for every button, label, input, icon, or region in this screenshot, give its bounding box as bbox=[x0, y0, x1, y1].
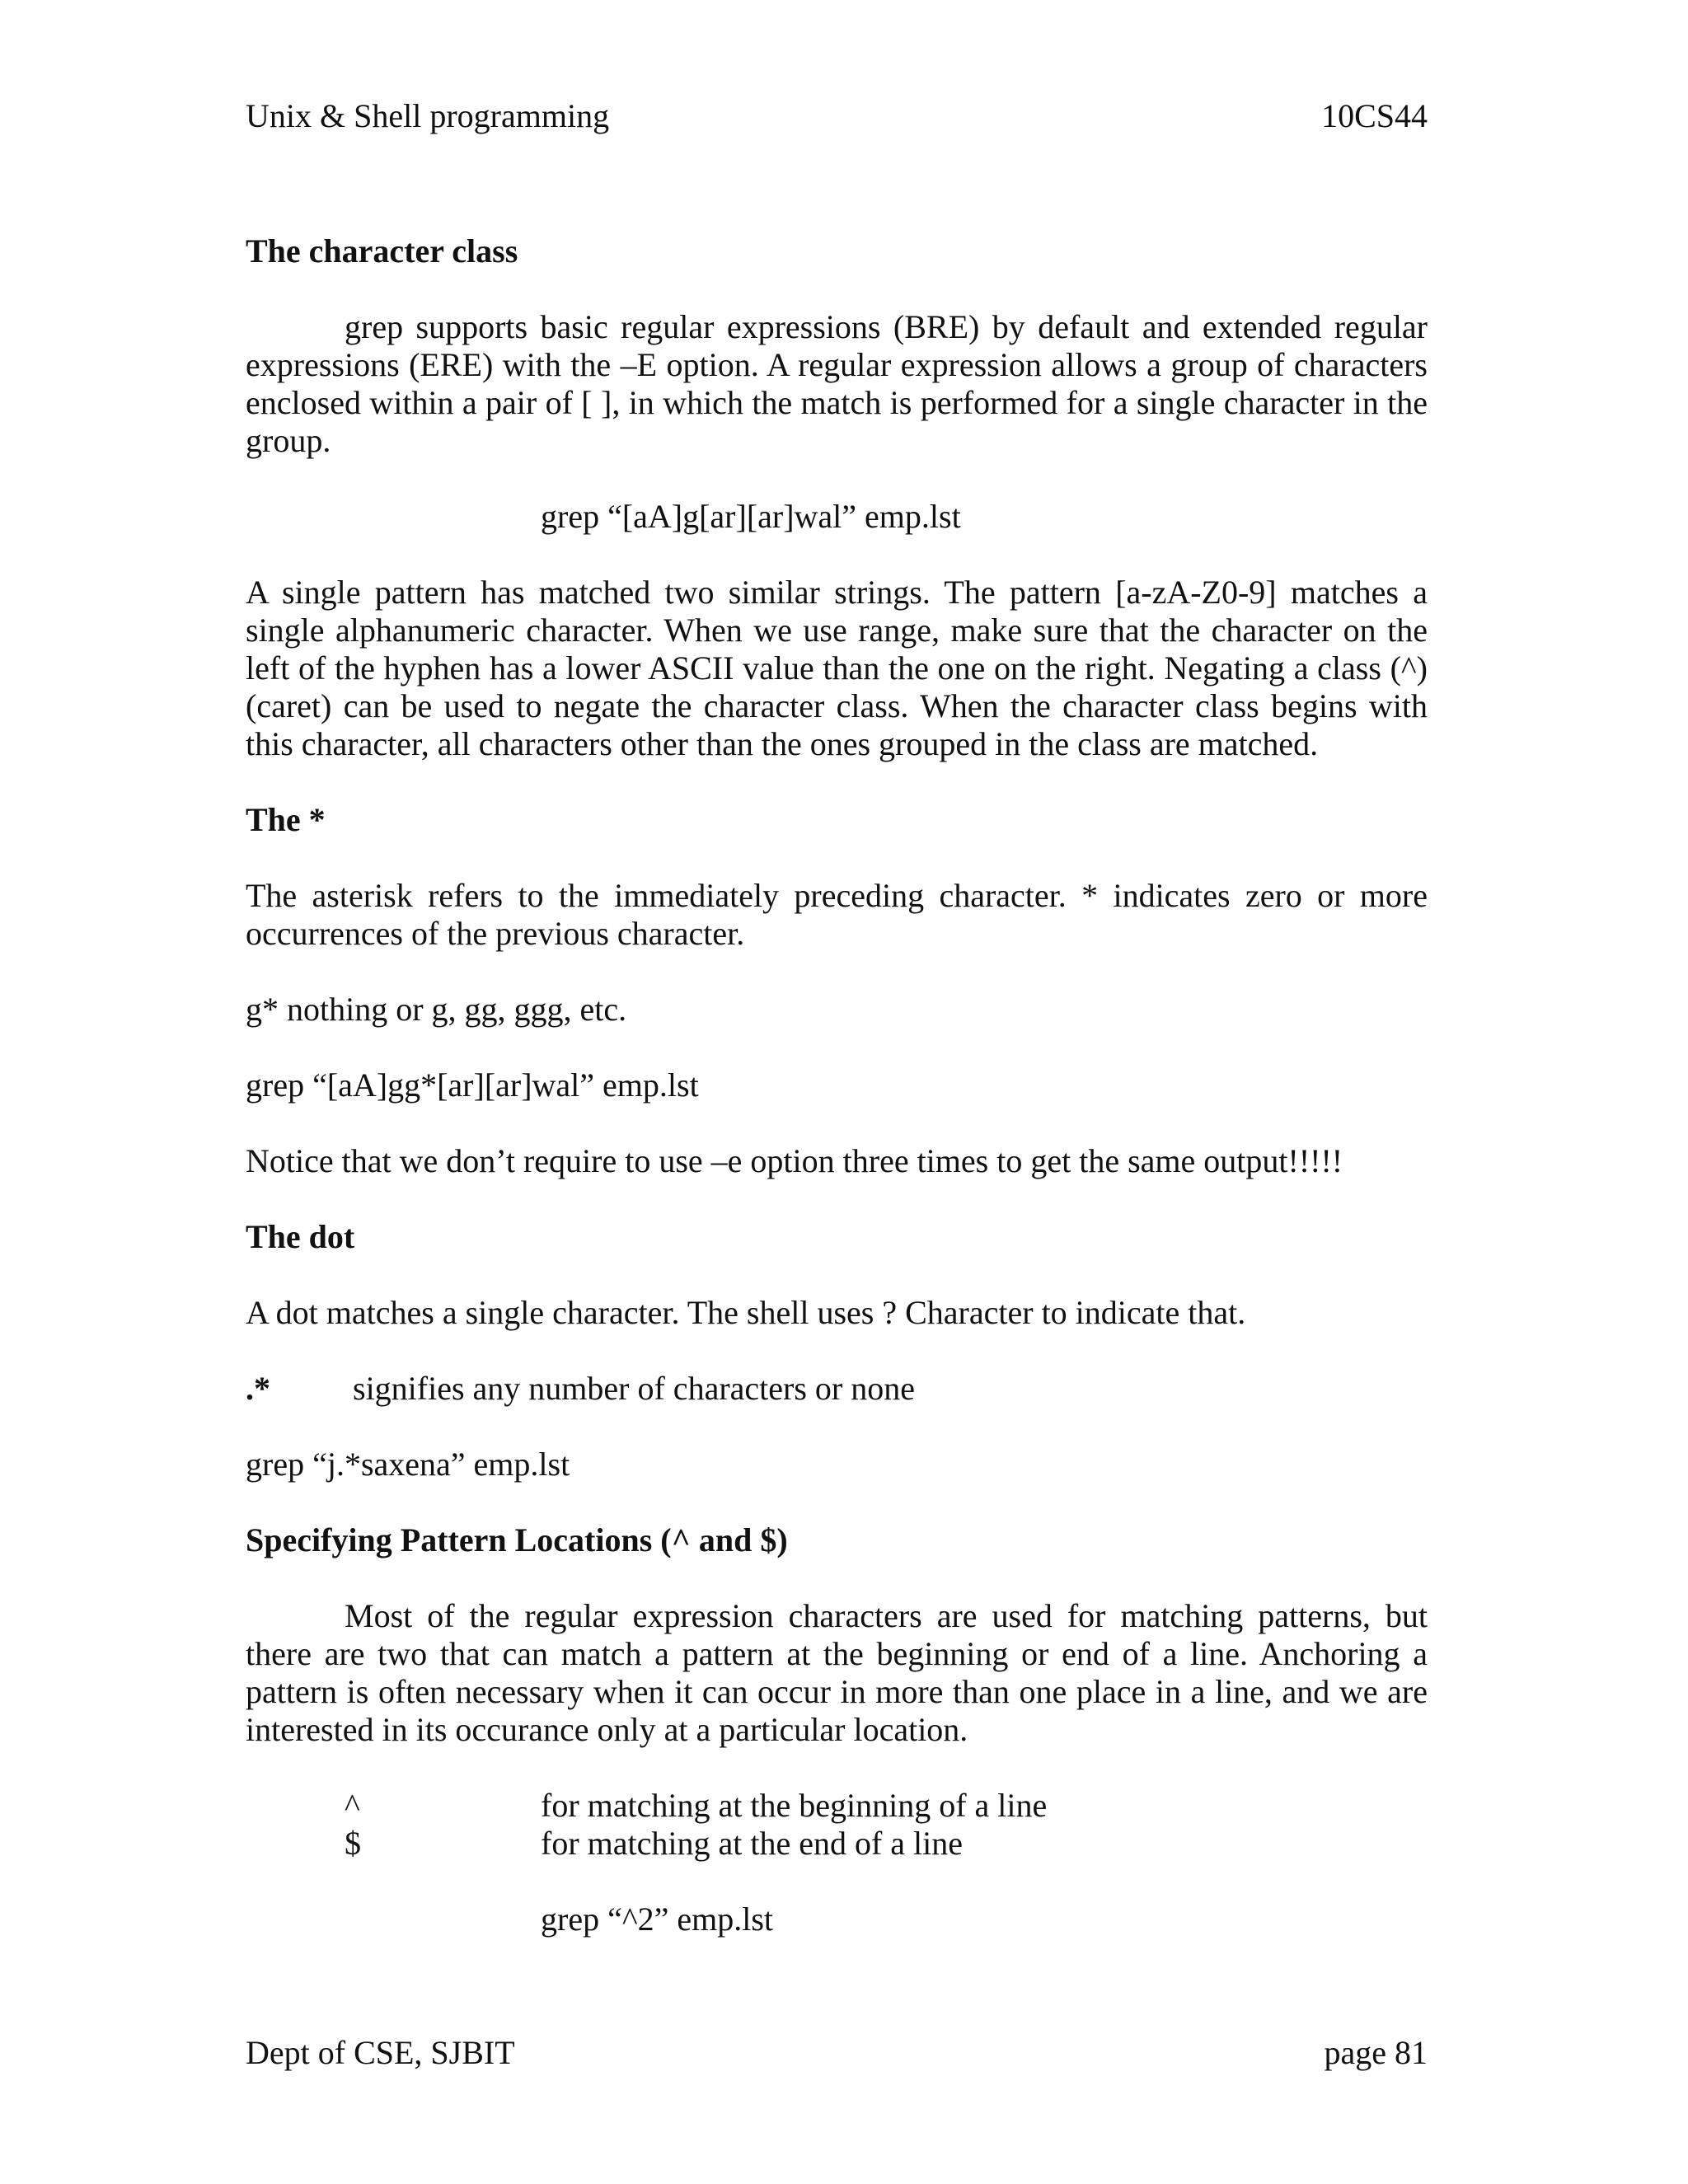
page-header bbox=[246, 97, 1428, 135]
anchor-row-dollar bbox=[246, 1825, 1428, 1863]
paragraph-asterisk: The asterisk refers to the immediately preceding character. * indicates zero or more occurrences of the previous character. bbox=[246, 877, 1428, 952]
header-course-code: 10CS44 bbox=[1321, 97, 1428, 134]
paragraph-dot: A dot matches a single character. The shell uses ? Character to indicate that. bbox=[246, 1294, 1246, 1331]
code-example-dot: grep “j.*saxena” emp.lst bbox=[246, 1446, 570, 1483]
footer-page-number: page 81 bbox=[1324, 2034, 1428, 2071]
dot-star-symbol: .* bbox=[246, 1370, 270, 1407]
page-body bbox=[246, 232, 1428, 1938]
heading-character-class: The character class bbox=[246, 232, 518, 269]
anchor-symbol-dollar: $ bbox=[345, 1825, 361, 1862]
anchor-description-caret: for matching at the beginning of a line bbox=[541, 1787, 1048, 1824]
anchor-row-caret bbox=[246, 1787, 1428, 1825]
header-course-title: Unix & Shell programming bbox=[246, 97, 610, 134]
anchor-symbol-caret: ^ bbox=[345, 1787, 360, 1824]
note-asterisk: Notice that we don’t require to use –e option three times to get the same output!!!!! bbox=[246, 1142, 1343, 1179]
code-example-asterisk: grep “[aA]gg*[ar][ar]wal” emp.lst bbox=[246, 1066, 699, 1104]
anchor-description-dollar: for matching at the end of a line bbox=[541, 1825, 964, 1862]
page-footer bbox=[246, 2034, 1428, 2072]
footer-department: Dept of CSE, SJBIT bbox=[246, 2034, 515, 2071]
heading-dot: The dot bbox=[246, 1218, 355, 1255]
paragraph-anchors: Most of the regular expression characters are used for matching patterns, but there are two that can match a pattern at the beginning or end of a line. Anchoring a pattern is often necessary when it can occur in more than one place in a line, and we are interested in its occurance only at a particular location. bbox=[246, 1597, 1428, 1748]
dot-star-description: signifies any number of characters or none bbox=[353, 1370, 915, 1407]
code-example-anchor: grep “^2” emp.lst bbox=[541, 1900, 774, 1938]
heading-asterisk: The * bbox=[246, 801, 326, 838]
dot-star-definition bbox=[246, 1370, 1428, 1408]
code-example-char-class: grep “[aA]g[ar][ar]wal” emp.lst bbox=[541, 498, 961, 535]
heading-anchors: Specifying Pattern Locations (^ and $) bbox=[246, 1521, 788, 1558]
paragraph-character-class-intro: grep supports basic regular expressions (BRE) by default and extended regular expressions (ERE) with the –E option. A regular expression allows a group of characters enclosed within a pair of [ ], in which the match is performed for a single character in the group. bbox=[246, 308, 1428, 459]
paragraph-character-class-detail: A single pattern has matched two similar strings. The pattern [a-zA-Z0-9] matches a single alphanumeric character. When we use range, make sure that the character on the left of the hyphen has a lower ASCII value than the one on the right. Negating a class (^) (caret) can be used to negate the character class. When the character class begins with this character, all characters other than the ones grouped in the class are matched. bbox=[246, 574, 1428, 762]
asterisk-example: g* nothing or g, gg, ggg, etc. bbox=[246, 991, 627, 1028]
